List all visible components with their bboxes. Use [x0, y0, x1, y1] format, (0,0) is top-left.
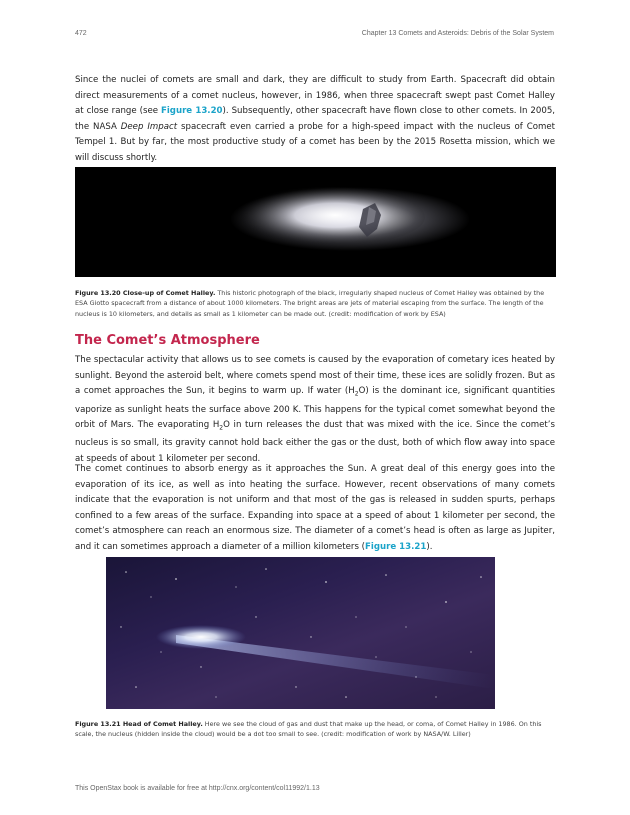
section-heading: The Comet’s Atmosphere [75, 333, 260, 348]
p1-sub-2: 2 [219, 424, 224, 432]
atmosphere-paragraph-2 [75, 462, 555, 556]
atmosphere-paragraph-1 [75, 353, 555, 468]
figure-13-20-caption [75, 288, 555, 319]
p2-end: ). [426, 541, 433, 552]
comet-nucleus-graphic [75, 167, 556, 277]
intro-paragraph [75, 73, 555, 167]
p1-part-c: O in turn releases the dust that was mixed with the ice. Since the comet’s nucleus is so small, its gravity cannot hold back either the gas or the dust, both of which flow away into space at speeds of about 1 kilometer per second. [75, 420, 555, 464]
figure-13-20-caption-text: This historic photograph of the black, irregularly shaped nucleus of Comet Halley was obtained by the ESA Giotto spacecraft from a distance of about 1000 kilometers. The bright areas are jets of material escaping from the surface. The length of the nucleus is 10 kilometers, and details as small as 1 kilometer can be made out. (credit: modification of work by ESA) [75, 289, 545, 318]
p1-sub-1: 2 [354, 390, 359, 398]
chapter-title: Chapter 13 Comets and Asteroids: Debris of the Solar System [361, 30, 554, 37]
intro-italic: Deep Impact [120, 121, 178, 132]
figure-13-21-label: Figure 13.21 Head of Comet Halley. [75, 720, 203, 728]
figure-13-21-link[interactable]: Figure 13.21 [365, 541, 427, 552]
footer-text: This OpenStax book is available for free at http://cnx.org/content/col11992/1.13 [75, 785, 320, 792]
figure-13-21-caption [75, 719, 555, 740]
intro-text-3: spacecraft even carried a probe for a high-speed impact with the nucleus of Comet Tempel 1. But by far, the most productive study of a comet has been by the 2015 Rosetta mission, which we will discuss shortly. [75, 121, 555, 163]
page-number: 472 [75, 30, 87, 37]
p2-text: The comet continues to absorb energy as it approaches the Sun. A great deal of this energy goes into the evaporation of its ice, as well as into heating the surface. However, recent observations of many comets indicate that the evaporation is not uniform and that most of the gas is released in sudden spurts, perhaps confined to a few areas of the surface. Expanding into space at a speed of about 1 kilometer per second, the comet’s atmosphere can reach an enormous size. The diameter of a comet’s head is often as large as Jupiter, and it can sometimes approach a diameter of a million kilometers ( [75, 464, 555, 552]
intro-text-1: Since the nuclei of comets are small and dark, they are difficult to study from Earth. Spacecraft did obtain direct measurements of a comet nucleus, however, in 1986, when three spacecraft swept past Comet Halley at close range (see [75, 75, 555, 117]
p1-part-a: The spectacular activity that allows us to see comets is caused by the evaporation of cometary ices heated by sunlight. Beyond the asteroid belt, where comets spend most of their time, these ices are solidly frozen. But as a comet approaches the Sun, it begins to warm up. If water (H [75, 355, 555, 397]
figure-13-20-label: Figure 13.20 Close-up of Comet Halley. [75, 289, 216, 297]
comet-halley-head-image [106, 557, 495, 709]
p1-part-b: O) is the dominant ice, significant quantities vaporize as sunlight heats the surface above 200 K. This happens for the typical comet somewhat beyond the orbit of Mars. The evaporating H [75, 386, 555, 431]
figure-13-21-caption-text: Here we see the cloud of gas and dust that make up the head, or coma, of Comet Halley in 1986. On this scale, the nucleus (hidden inside the cloud) would be a dot too small to see. (credit: modification of work by NASA/W. Liller) [75, 720, 542, 739]
comet-halley-nucleus-image [75, 167, 556, 277]
figure-13-20-link[interactable]: Figure 13.20 [160, 106, 223, 117]
comet-head-graphic [106, 557, 495, 709]
intro-text-2: ). Subsequently, other spacecraft have flown close to other comets. In 2005, the NASA [75, 106, 556, 132]
